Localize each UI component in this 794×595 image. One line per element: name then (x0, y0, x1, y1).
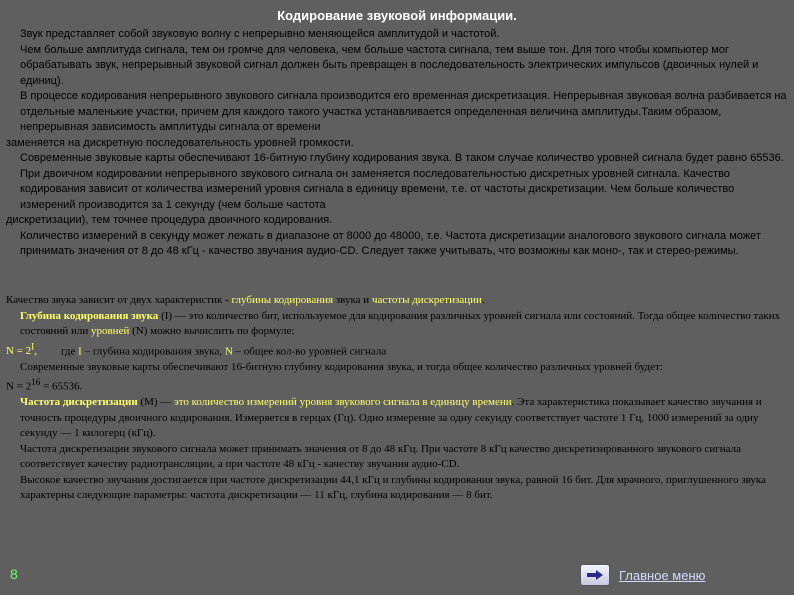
term-sampling-definition: это количество измерений уровня звукового сигнала в единицу времени (174, 396, 512, 409)
paragraph-result: $N = 2^{16} = 65536$. (6, 377, 83, 393)
paragraph-depth: Глубина кодирования звука (I) — это количество бит, используемое для кодирования различных уровней сигнала или состояний. Тогда общее количество таких состояний или уровней (N) можно вычислить по формуле: (20, 309, 781, 337)
formula: $N = 2^I$, (6, 341, 37, 358)
paragraph: Современные звуковые карты обеспечивают 16-битную глубину кодирования звука, и тогда общее количество различных уровней будет: (20, 360, 663, 373)
intro-text-block (6, 27, 790, 260)
paragraph: При двоичном кодировании непрерывного звукового сигнала он заменяется последовательностью дискретных уровней сигнала. Качество кодирования зависит от количества измерений уровня сигнала в единицу времени, т.е. от частоты дискретизации. Чем больше количество измерений производится за 1 секунду (чем больше частота (20, 167, 735, 211)
details-text-block (6, 293, 790, 504)
paragraph: Чем больше амплитуда сигнала, тем он громче для человека, чем больше частота сигнала, тем выше тон. Для того чтобы компьютер мог обрабатывать звук, непрерывный звуковой сигнал должен быть превращен в последовательность электрических импульсов (двоичных нулей и единиц). (20, 43, 759, 87)
paragraph-quality: Качество звука зависит от двух характеристик - глубины кодирования звука и частоты дискретизации. (6, 294, 485, 306)
paragraph: заменяется на дискретную последовательность уровней громкости. (6, 136, 354, 149)
paragraph: Количество измерений в секунду может лежать в диапазоне от 8000 до 48000, т.е. Частота дискретизации аналогового звукового сигнала может принимать значения от 8 до 48 кГц - качество звучания аудио-CD. Следует также учитывать, что возможны как моно-, так и стерео-режимы. (20, 229, 761, 257)
main-menu-label[interactable]: Главное меню (619, 567, 706, 583)
paragraph-sampling: Частота дискретизации (М) — это количество измерений уровня звукового сигнала в единицу времени. Эта характеристика показывает качество звучания и точность процедуры двоичного кодирования. Измеряется в герцах (Гц). Одно измерение за одну секунду соответствует частоте 1 Гц, 1000 измерений за одну секунду — 1 килогерц (кГц). (20, 396, 762, 440)
paragraph: Звук представляет собой звуковую волну с непрерывно меняющейся амплитудой и частотой. (20, 28, 500, 40)
term-sampling-bold: Частота дискретизации (20, 396, 138, 409)
paragraph: дискретизации), тем точнее процедура двоичного кодирования. (6, 214, 333, 226)
right-arrow-icon[interactable] (580, 564, 610, 586)
term-depth: глубины кодирования (231, 294, 334, 306)
term-depth-bold: Глубина кодирования звука (20, 309, 159, 322)
paragraph: Современные звуковые карты обеспечивают 16-битную глубину кодирования звука. В таком случае количество уровней сигнала будет равно 65536. (20, 152, 784, 164)
paragraph: Частота дискретизации звукового сигнала может принимать значения от 8 до 48 кГц. При частоте 8 кГц качество дискретизированного звукового сигнала соответствует качеству радиотрансляции, а при частоте 48 кГц - качеству звучания аудио-CD. (20, 442, 742, 471)
term-frequency: частоты дискретизации (371, 294, 482, 306)
main-menu-link[interactable] (580, 564, 705, 586)
slide-title: Кодирование звуковой информации. (277, 8, 517, 23)
slide-number: 8 (10, 566, 18, 582)
term-levels: уровней (90, 325, 130, 337)
paragraph-formula: $N = 2^I$, где I – глубина кодирования звука, N – общее кол-во уровней сигнала (6, 341, 387, 358)
paragraph: Высокое качество звучания достигается при частоте дискретизации 44,1 кГц и глубины кодирования звука, равной 16 бит. Для мрачного, приглушенного звука характерны следующие параметры: частота дискретизации — 11 кГц, глубина кодирования — 8 бит. (20, 473, 766, 502)
paragraph: В процессе кодирования непрерывного звукового сигнала производится его временная дискретизация. Непрерывная звуковая волна разбивается на отдельные маленькие участки, причем для каждого такого участка устанавливается определенная величина амплитуды.Таким образом, непрерывная зависимость амплитуды сигнала от времени (20, 90, 787, 133)
